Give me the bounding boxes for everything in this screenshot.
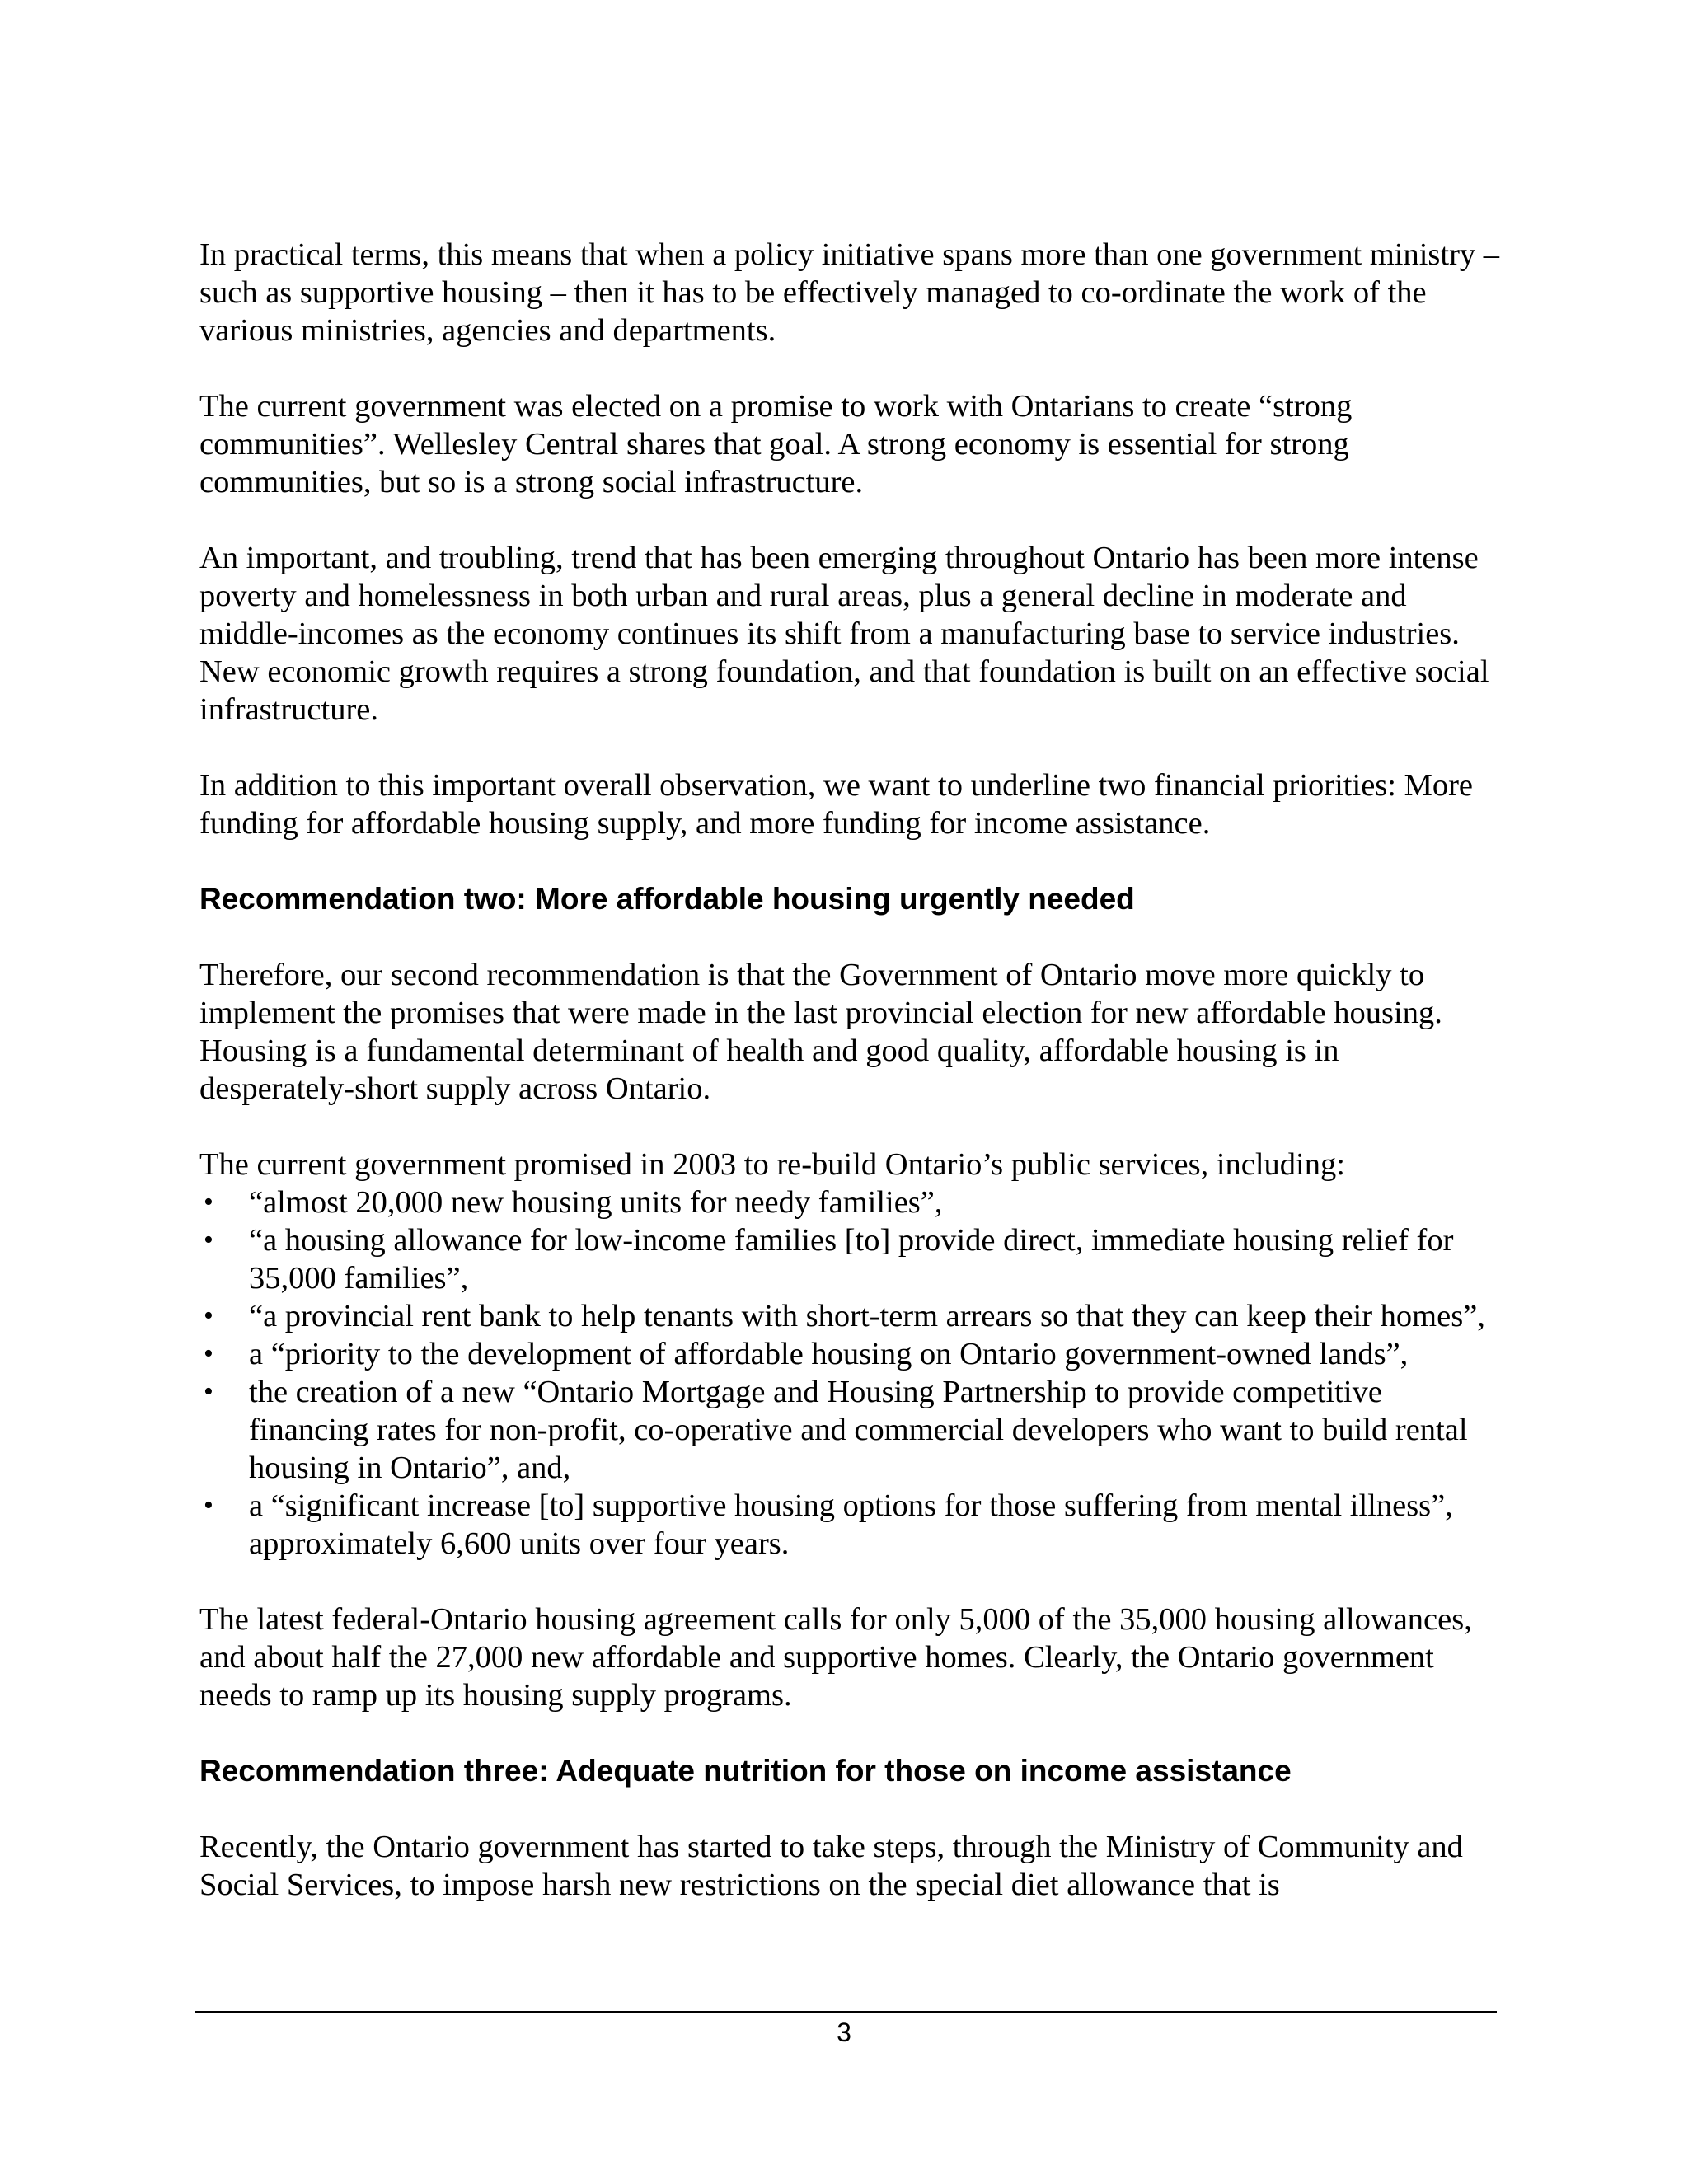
list-item (199, 1335, 1502, 1373)
list-item (199, 1221, 1502, 1297)
heading-recommendation-three: Recommendation three: Adequate nutrition for those on income assistance (199, 1754, 1292, 1788)
paragraph-poverty-trend: An important, and troubling, trend that has been emerging throughout Ontario has been more intense poverty and homelessness in both urban and rural areas, plus a general decline in moderate and middle-incomes as the economy continues its shift from a manufacturing base to service industries. New economic growth requires a strong foundation, and that foundation is built on an effective social infrastructure. (199, 541, 1489, 727)
paragraph-federal-agreement: The latest federal-Ontario housing agreement calls for only 5,000 of the 35,000 housing allowances, and about half the 27,000 new affordable and supportive homes. Clearly, the Ontario government needs to ramp up its housing supply programs. (199, 1602, 1472, 1713)
paragraph-policy-coordination: In practical terms, this means that when a policy initiative spans more than one government ministry – such as supportive housing – then it has to be effectively managed to co-ordinate the work of the various ministries, agencies and departments. (199, 237, 1500, 348)
footer-divider (195, 2011, 1497, 2013)
paragraph-list-intro: The current government promised in 2003 to re-build Ontario’s public services, including: (199, 1147, 1345, 1182)
list-item-text: the creation of a new “Ontario Mortgage and Housing Partnership to provide competitive financing rates for non-profit, co-operative and commercial developers who want to build rental housing in Ontario”, and, (249, 1375, 1468, 1485)
bullet-icon: • (204, 1376, 213, 1407)
bullet-icon: • (204, 1225, 213, 1255)
list-item-text: a “significant increase [to] supportive housing options for those suffering from mental illness”, approximately 6,600 units over four years. (249, 1488, 1453, 1561)
bullet-icon: • (204, 1187, 213, 1217)
heading-recommendation-two: Recommendation two: More affordable housing urgently needed (199, 882, 1135, 916)
list-item (199, 1183, 1502, 1221)
paragraph-second-recommendation: Therefore, our second recommendation is that the Government of Ontario move more quickly to implement the promises that were made in the last provincial election for new affordable housing. Housing is a fundamental determinant of health and good quality, affordable housing is in desperately-short supply across Ontario. (199, 958, 1442, 1106)
list-item-text: “a provincial rent bank to help tenants with short-term arrears so that they can keep their homes”, (249, 1299, 1485, 1333)
paragraph-financial-priorities: In addition to this important overall observation, we want to underline two financial priorities: More funding for affordable housing supply, and more funding for income assistance. (199, 768, 1473, 841)
page-number: 3 (837, 2018, 851, 2047)
list-item-text: “almost 20,000 new housing units for needy families”, (249, 1185, 943, 1220)
list-item (199, 1297, 1502, 1335)
list-item-text: “a housing allowance for low-income families [to] provide direct, immediate housing relief for 35,000 families”, (249, 1223, 1454, 1296)
paragraph-strong-communities: The current government was elected on a promise to work with Ontarians to create “strong communities”. Wellesley Central shares that goal. A strong economy is essential for strong communities, but so is a strong social infrastructure. (199, 389, 1353, 499)
paragraph-special-diet: Recently, the Ontario government has started to take steps, through the Ministry of Community and Social Services, to impose harsh new restrictions on the special diet allowance that is (199, 1830, 1463, 1902)
list-item-text: a “priority to the development of affordable housing on Ontario government-owned lands”, (249, 1337, 1409, 1371)
bullet-icon: • (204, 1490, 213, 1521)
list-item (199, 1373, 1502, 1487)
bullet-icon: • (204, 1301, 213, 1331)
list-item (199, 1487, 1502, 1563)
promises-list (199, 1183, 1502, 1563)
document-page (199, 236, 1502, 1904)
bullet-icon: • (204, 1338, 213, 1369)
